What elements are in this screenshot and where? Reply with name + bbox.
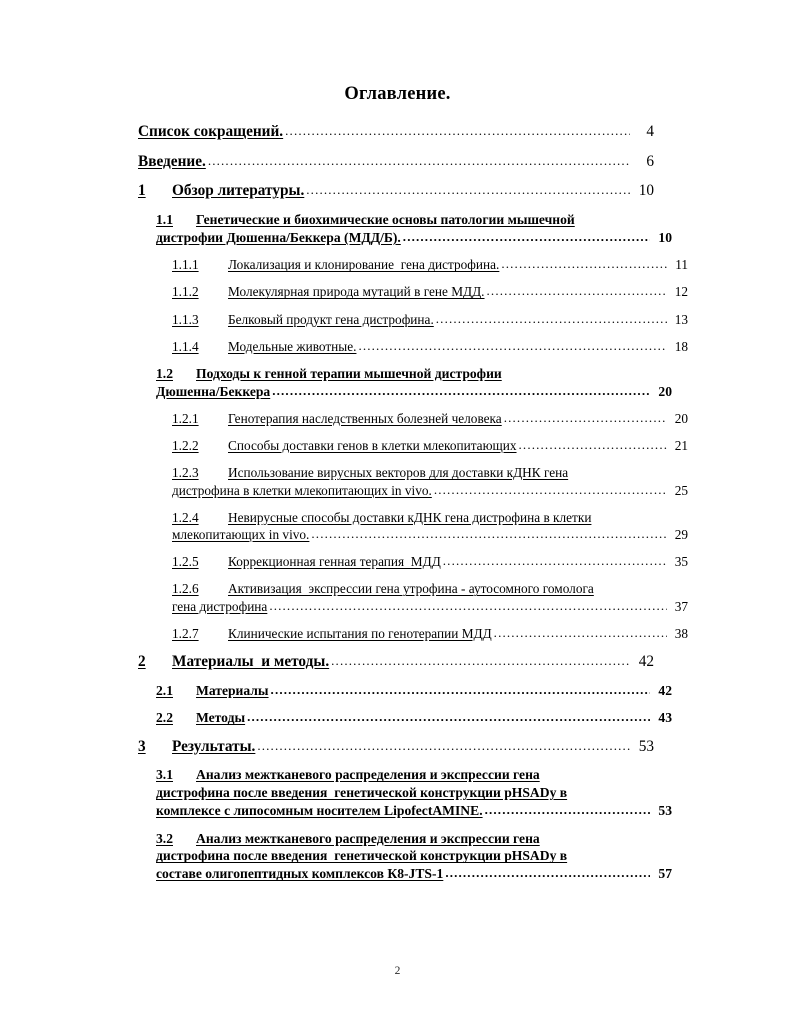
toc-entry-label: дистрофина после введения генетической конструкции pHSADy в	[156, 848, 568, 864]
toc-entry[interactable]	[138, 580, 688, 615]
toc-entry-number: 1.2.3	[172, 465, 199, 481]
toc-entry-number: 1.2.6	[172, 581, 199, 597]
toc-entry-label: Белковый продукт гена дистрофина.	[228, 311, 434, 327]
toc-entry-page-number: 4	[646, 123, 654, 140]
toc-entry-line	[172, 283, 688, 301]
toc-entry-page-number: 10	[658, 230, 672, 245]
toc-entry-line	[156, 830, 672, 848]
toc-entry-label: Методы	[196, 710, 246, 726]
toc-dot-leader	[269, 597, 667, 614]
toc-entry-number: 3.2	[156, 830, 173, 846]
toc-entry[interactable]	[138, 283, 688, 301]
toc-entry-page-number: 57	[658, 866, 672, 882]
toc-entry[interactable]	[138, 464, 688, 499]
toc-entry-label: Использование вирусных векторов для доставки кДНК гена	[228, 465, 569, 481]
toc-entry[interactable]	[138, 766, 672, 820]
toc-dot-leader	[445, 864, 650, 881]
toc-entry-label: дистрофина после введения генетической конструкции pHSADy в	[156, 785, 568, 801]
toc-entry-line	[156, 709, 672, 727]
toc-dot-leader	[311, 525, 667, 542]
toc-entry-label: Невирусные способы доставки кДНК гена дистрофина в клетки	[228, 509, 592, 525]
toc-entry[interactable]	[138, 122, 654, 142]
toc-entry-label: Анализ межтканевого распределения и экспрессии гена	[196, 830, 540, 846]
toc-entry[interactable]	[138, 437, 688, 455]
toc-entry-line	[172, 509, 688, 527]
toc-entry-wrap-line	[156, 229, 672, 247]
toc-entry-label: Активизация экспрессии гена утрофина - аутосомного гомолога	[228, 581, 594, 597]
toc-dot-leader	[285, 122, 630, 139]
toc-entry-number: 1.1.2	[172, 284, 199, 300]
toc-dot-leader	[434, 481, 667, 498]
toc-entry-label: Подходы к генной терапии мышечной дистрофии	[196, 365, 502, 381]
toc-entry-label: Введение.	[138, 152, 206, 170]
toc-entry[interactable]	[138, 338, 688, 356]
toc-entry-page-number: 29	[674, 527, 688, 543]
toc-dot-leader	[306, 181, 630, 198]
toc-entry[interactable]	[138, 311, 688, 329]
table-of-contents	[138, 122, 688, 893]
toc-entry-label: Коррекционная генная терапия МДД	[228, 554, 441, 570]
toc-entry-number: 1.1	[156, 212, 173, 228]
toc-entry-label: Локализация и клонирование гена дистрофина.	[228, 257, 500, 273]
toc-dot-leader	[271, 681, 650, 698]
toc-entry-line	[138, 181, 654, 201]
toc-entry-line	[172, 256, 688, 274]
toc-entry-line	[156, 211, 672, 229]
toc-entry-number: 1.2.7	[172, 625, 199, 641]
toc-entry-line	[172, 410, 688, 428]
toc-entry-page-number: 38	[674, 625, 688, 641]
toc-entry[interactable]	[138, 152, 654, 172]
toc-entry-label: составе олигопептидных комплексов К8-JTS-1	[156, 866, 444, 882]
toc-dot-leader	[358, 337, 667, 354]
toc-dot-leader	[443, 552, 667, 569]
toc-dot-leader	[501, 255, 667, 272]
toc-dot-leader	[247, 708, 650, 725]
toc-entry-label: дистрофина в клетки млекопитающих in vivo.	[172, 482, 432, 498]
toc-entry-number: 1.2	[156, 365, 173, 381]
toc-entry-number: 1.1.1	[172, 257, 199, 273]
toc-entry-number: 1.2.4	[172, 509, 199, 525]
toc-entry[interactable]	[138, 709, 672, 727]
toc-entry-page-number: 35	[674, 554, 688, 570]
toc-entry-page-number: 43	[658, 710, 672, 726]
page-title: Оглавление.	[344, 84, 451, 104]
toc-entry[interactable]	[138, 410, 688, 428]
toc-entry-page-number: 37	[674, 598, 688, 614]
toc-entry-page-number: 42	[658, 682, 672, 698]
toc-entry-page-number: 6	[646, 152, 654, 170]
toc-entry-number: 1.2.1	[172, 411, 199, 426]
toc-entry-page-number: 20	[658, 383, 672, 399]
toc-entry-label: дистрофии Дюшенна/Беккера (МДД/Б).	[156, 230, 401, 245]
toc-dot-leader	[485, 801, 650, 818]
toc-entry-number: 1.1.3	[172, 311, 199, 327]
toc-entry-line	[156, 365, 672, 383]
toc-entry-number: 1.2.2	[172, 438, 199, 454]
toc-dot-leader	[436, 310, 667, 327]
toc-entry[interactable]	[138, 652, 654, 672]
toc-entry-page-number: 42	[638, 652, 654, 670]
toc-entry-page-number: 21	[674, 438, 688, 454]
toc-entry-number: 1.2.5	[172, 554, 199, 570]
toc-entry-wrap-line	[172, 482, 688, 500]
toc-dot-leader	[331, 652, 630, 669]
page-number: 2	[394, 965, 401, 977]
toc-entry-line	[138, 122, 654, 142]
toc-entry-line	[156, 682, 672, 700]
toc-entry-label: Молекулярная природа мутаций в гене МДД.	[228, 284, 485, 300]
toc-entry-wrap-line	[156, 847, 672, 865]
toc-dot-leader	[519, 436, 667, 453]
toc-entry-wrap-line	[156, 802, 672, 820]
toc-entry-line	[172, 625, 688, 643]
toc-entry[interactable]	[138, 365, 672, 401]
toc-entry-number: 3.1	[156, 767, 173, 783]
toc-entry[interactable]	[138, 682, 672, 700]
toc-entry-label: Генетические и биохимические основы патологии мышечной	[196, 212, 575, 228]
toc-entry-line	[138, 152, 654, 172]
toc-entry-line	[172, 338, 688, 356]
toc-entry-label: комплексе с липосомным носителем LipofectAMINE.	[156, 803, 483, 819]
toc-entry-line	[156, 766, 672, 784]
toc-entry-label: Материалы	[196, 682, 269, 698]
toc-entry[interactable]	[138, 509, 688, 544]
toc-entry-wrap-line	[156, 865, 672, 883]
toc-entry-page-number: 11	[675, 257, 688, 273]
toc-entry-wrap-line	[156, 784, 672, 802]
toc-entry-number: 1	[138, 182, 146, 200]
toc-entry[interactable]	[138, 553, 688, 571]
toc-dot-leader	[208, 152, 630, 169]
toc-entry-page-number: 13	[674, 311, 688, 327]
toc-entry-label: Модельные животные.	[228, 338, 357, 354]
toc-entry-label: гена дистрофина	[172, 598, 268, 614]
toc-entry-label: Дюшенна/Беккера	[156, 383, 271, 399]
toc-entry-line	[172, 311, 688, 329]
toc-entry[interactable]	[138, 256, 688, 274]
toc-dot-leader	[504, 409, 667, 426]
toc-entry-number: 2.1	[156, 682, 173, 698]
toc-entry-number: 1.1.4	[172, 338, 199, 354]
toc-entry-label: Список сокращений.	[138, 123, 284, 140]
toc-entry-page-number: 12	[674, 284, 688, 300]
toc-entry-line	[138, 737, 654, 757]
toc-entry-page-number: 10	[638, 182, 654, 200]
toc-entry-label: Анализ межтканевого распределения и экспрессии гена	[196, 767, 540, 783]
toc-entry[interactable]	[138, 830, 672, 884]
toc-entry[interactable]	[138, 737, 654, 757]
toc-entry-wrap-line	[172, 598, 688, 616]
toc-dot-leader	[403, 228, 650, 245]
toc-entry-label: Генотерапия наследственных болезней человека	[228, 411, 502, 426]
toc-dot-leader	[257, 737, 630, 754]
toc-entry-page-number: 53	[658, 803, 672, 819]
toc-entry-wrap-line	[156, 383, 672, 401]
toc-entry-line	[138, 652, 654, 672]
toc-entry[interactable]	[138, 211, 672, 247]
toc-entry-page-number: 18	[674, 338, 688, 354]
toc-entry-label: млекопитающих in vivo.	[172, 527, 310, 543]
toc-entry-page-number: 20	[674, 411, 688, 426]
toc-dot-leader	[494, 624, 667, 641]
toc-entry-label: Обзор литературы.	[172, 182, 305, 200]
toc-entry-line	[172, 464, 688, 482]
toc-entry-number: 2	[138, 652, 146, 670]
toc-entry-page-number: 53	[638, 737, 654, 755]
toc-entry-label: Способы доставки генов в клетки млекопитающих	[228, 438, 517, 454]
toc-entry-page-number: 25	[674, 482, 688, 498]
toc-dot-leader	[487, 282, 667, 299]
toc-dot-leader	[272, 382, 650, 399]
toc-entry[interactable]	[138, 625, 688, 643]
toc-entry-label: Клинические испытания по генотерапии МДД	[228, 625, 492, 641]
toc-entry-label: Материалы и методы.	[172, 652, 330, 670]
toc-entry-number: 2.2	[156, 710, 173, 726]
toc-entry-number: 3	[138, 737, 146, 755]
toc-entry-label: Результаты.	[172, 737, 256, 755]
toc-entry-line	[172, 437, 688, 455]
toc-entry[interactable]	[138, 181, 654, 201]
toc-entry-line	[172, 580, 688, 598]
toc-entry-wrap-line	[172, 526, 688, 544]
toc-entry-line	[172, 553, 688, 571]
